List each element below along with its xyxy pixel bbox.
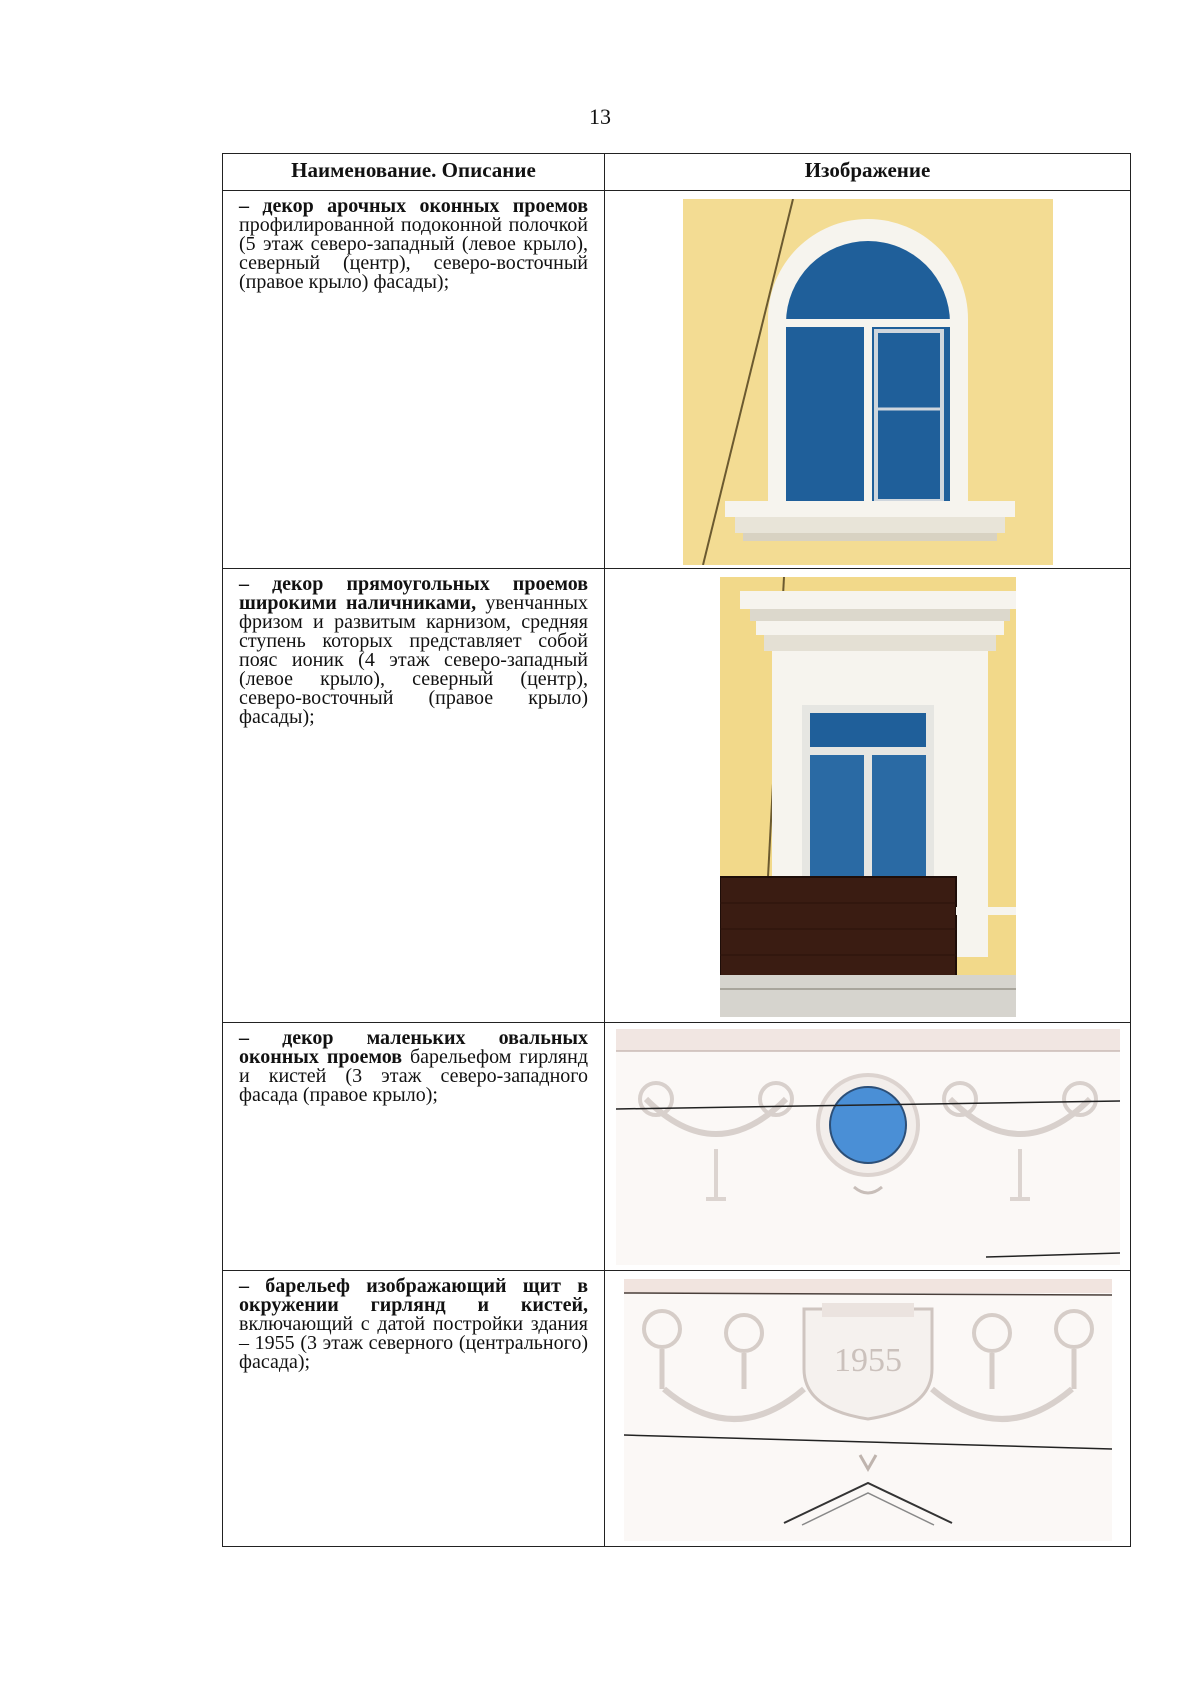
rectangular-window-photo: [720, 577, 1016, 1017]
shield-bas-relief-photo: [624, 1279, 1112, 1541]
row-text: барельефом гирлянд и кистей (3 этаж северо-западного фасада (правое крыло);: [239, 1046, 588, 1106]
row-description: [223, 191, 605, 569]
row-text: включающий с датой постройки здания – 1955 (3 этаж северного (центрального) фасада);: [239, 1313, 588, 1373]
row-title: – декор маленьких овальных оконных проемов: [239, 1027, 588, 1068]
row-image-cell: [605, 569, 1131, 1023]
description-table: [222, 153, 1131, 1547]
row-description: [223, 569, 605, 1023]
page-number: 13: [589, 104, 611, 129]
row-image-cell: [605, 1271, 1131, 1547]
row-text: профилированной подоконной полочкой (5 этаж северо-западный (левое крыло), северный (центр), северо-восточный (правое крыло) фасады);: [239, 214, 588, 293]
row-title: – барельеф изображающий щит в окружении гирлянд и кистей,: [239, 1275, 588, 1316]
row-text: увенчанных фризом и развитым карнизом, средняя ступень которых представляет собой пояс ионик (4 этаж северо-западный (левое крыло), северный (центр), северо-восточный (правое крыло) фасады);: [239, 592, 588, 728]
arched-window-photo: [683, 199, 1053, 565]
table-row: [223, 1271, 1131, 1547]
row-title: – декор прямоугольных проемов широкими наличниками,: [239, 573, 588, 614]
table-row: [223, 191, 1131, 569]
row-title: – декор арочных оконных проемов: [239, 195, 588, 217]
table-header-row: [223, 154, 1131, 191]
header-description: Наименование. Описание: [223, 154, 605, 191]
header-image: Изображение: [605, 154, 1131, 191]
shield-date: 1955: [833, 1342, 902, 1379]
row-description: [223, 1023, 605, 1271]
oval-window-photo: [616, 1029, 1120, 1265]
row-image-cell: [605, 1023, 1131, 1271]
table-row: [223, 1023, 1131, 1271]
row-image-cell: [605, 191, 1131, 569]
row-description: [223, 1271, 605, 1547]
table-row: [223, 569, 1131, 1023]
